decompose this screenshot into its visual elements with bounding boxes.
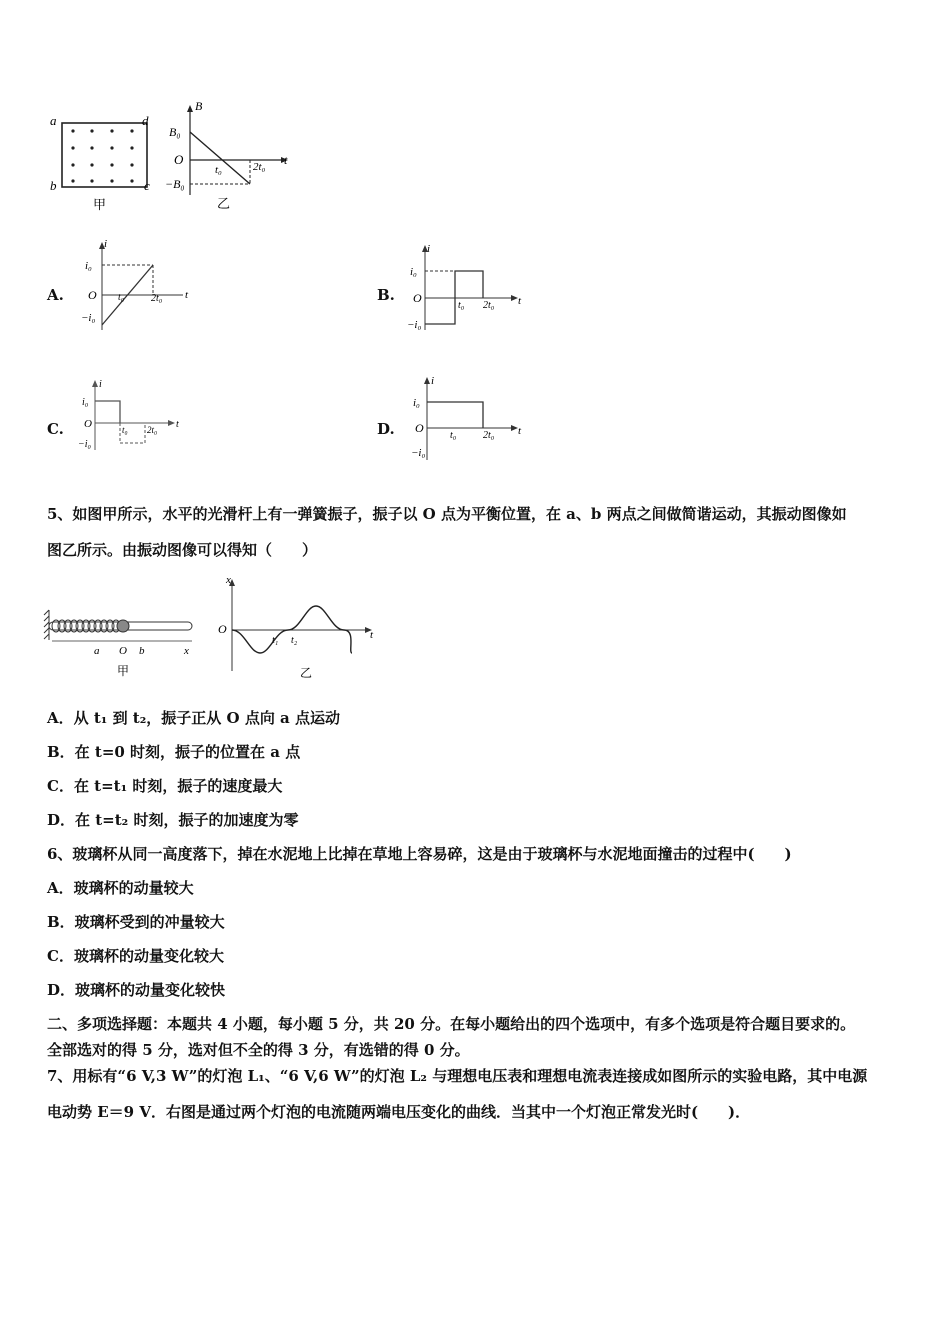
label-t0: t₀: [450, 430, 457, 441]
label-i0: i₀: [82, 397, 89, 408]
axis-t: t: [518, 295, 522, 307]
label-neg-i0: −i₀: [407, 319, 422, 331]
label-i0: i₀: [85, 260, 92, 272]
corner-c: c: [144, 178, 150, 193]
corner-b: b: [50, 178, 57, 193]
figure-jia-field: [40, 108, 160, 213]
section2-heading-line1: 二、多项选择题：本题共 4 小题，每小题 5 分，共 20 分。在每小题给出的四个选项中，有多个选项是符合题目要求的。: [47, 1015, 856, 1033]
label-i0: i₀: [413, 397, 420, 409]
label-neg-i0: −i₀: [411, 447, 426, 459]
label-2t0: 2t₀: [483, 300, 495, 311]
label-neg-i0: −i₀: [78, 439, 92, 450]
axis-x: x: [226, 574, 231, 586]
option-c-graph: [75, 375, 185, 455]
q5-option-c[interactable]: C．在 t=t₁ 时刻，振子的速度最大: [47, 777, 283, 795]
option-d-label[interactable]: D.: [377, 420, 395, 438]
caption-yi: 乙: [300, 666, 313, 680]
q7-stem-line2: 电动势 E＝9 V．右图是通过两个灯泡的电流随两端电压变化的曲线．当其中一个灯泡正常发光时( )．: [47, 1103, 751, 1121]
label-t1: t₁: [272, 635, 279, 646]
q5-stem-line1: 5、如图甲所示，水平的光滑杆上有一弹簧振子，振子以 O 点为平衡位置，在 a、b 两点之间做简谐运动，其振动图像如: [47, 505, 847, 523]
field-dots: [71, 129, 133, 182]
caption-yi: 乙: [217, 196, 231, 211]
label-origin: O: [218, 622, 227, 636]
axis-i: i: [427, 243, 431, 255]
q6-option-a[interactable]: A．玻璃杯的动量较大: [47, 879, 194, 897]
label-origin: O: [415, 421, 424, 435]
label-2t0: 2t₀: [151, 293, 163, 304]
option-b-label[interactable]: B.: [377, 286, 395, 304]
label-x: x: [184, 645, 189, 657]
label-t0: t₀: [458, 300, 465, 311]
caption-jia: 甲: [117, 664, 130, 678]
label-i0: i₀: [410, 266, 417, 278]
q5-figure-jia-spring: [42, 605, 202, 680]
label-origin: O: [174, 152, 184, 167]
wall-hatch: [44, 610, 49, 640]
axis-t: t: [370, 629, 374, 641]
q5-option-a[interactable]: A．从 t₁ 到 t₂，振子正从 O 点向 a 点运动: [47, 709, 340, 727]
q5-option-d[interactable]: D．在 t=t₂ 时刻，振子的加速度为零: [47, 811, 299, 829]
q6-option-b[interactable]: B．玻璃杯受到的冲量较大: [47, 913, 225, 931]
figure-yi-bt-graph: [165, 100, 300, 212]
label-neg-i0: −i₀: [81, 312, 96, 324]
label-origin: O: [413, 291, 422, 305]
label-2t0: 2t₀: [483, 430, 495, 441]
q5-option-b[interactable]: B．在 t=0 时刻，振子的位置在 a 点: [47, 743, 301, 761]
current-step: [427, 402, 483, 428]
label-t-axis: t: [284, 153, 288, 167]
axis-i: i: [104, 238, 108, 250]
b-line: [190, 132, 250, 184]
oscillator-ball: [117, 620, 129, 632]
label-t0: t₀: [215, 164, 222, 176]
label-o: O: [119, 645, 127, 657]
section2-heading-line2: 全部选对的得 5 分，选对但不全的得 3 分，有选错的得 0 分。: [47, 1041, 470, 1059]
axis-t: t: [185, 289, 189, 301]
label-neg-b0: −B₀: [165, 177, 185, 191]
q5-stem-line2: 图乙所示。由振动图像可以得知（ ）: [47, 541, 318, 559]
q6-option-d[interactable]: D．玻璃杯的动量变化较快: [47, 981, 226, 999]
corner-d: d: [142, 113, 149, 128]
q6-option-c[interactable]: C．玻璃杯的动量变化较大: [47, 947, 224, 965]
axis-t: t: [176, 419, 179, 430]
label-t2: t₂: [291, 635, 298, 646]
axis-i: i: [431, 375, 435, 387]
q6-stem: 6、玻璃杯从同一高度落下，掉在水泥地上比掉在草地上容易碎，这是由于玻璃杯与水泥地面撞击的过程中( ): [47, 845, 792, 863]
q7-stem-line1: 7、用标有“6 V,3 W”的灯泡 L₁、“6 V,6 W”的灯泡 L₂ 与理想电压表和理想电流表连接成如图所示的实验电路，其中电源: [47, 1067, 868, 1085]
axis-i: i: [99, 379, 102, 390]
corner-a: a: [50, 113, 57, 128]
label-b0: B₀: [169, 125, 181, 139]
label-origin: O: [84, 418, 92, 430]
label-b-axis: B: [195, 100, 203, 113]
label-2t0: 2t₀: [147, 425, 158, 435]
b-axis-arrow: [187, 105, 193, 112]
label-b: b: [139, 645, 145, 657]
label-a: a: [94, 645, 100, 657]
option-d-graph: [405, 372, 530, 464]
option-a-label[interactable]: A.: [47, 286, 64, 304]
option-b-graph: [405, 240, 530, 335]
option-c-label[interactable]: C.: [47, 420, 64, 438]
field-square: [62, 123, 147, 187]
label-2t0: 2t₀: [253, 161, 266, 173]
caption-jia: 甲: [93, 197, 107, 212]
label-origin: O: [88, 288, 97, 302]
q5-figure-yi-xt-graph: [212, 573, 387, 683]
option-a-graph: [75, 235, 200, 335]
label-t0: t₀: [122, 425, 128, 435]
axis-t: t: [518, 425, 522, 437]
label-t0: t₀: [118, 292, 125, 303]
